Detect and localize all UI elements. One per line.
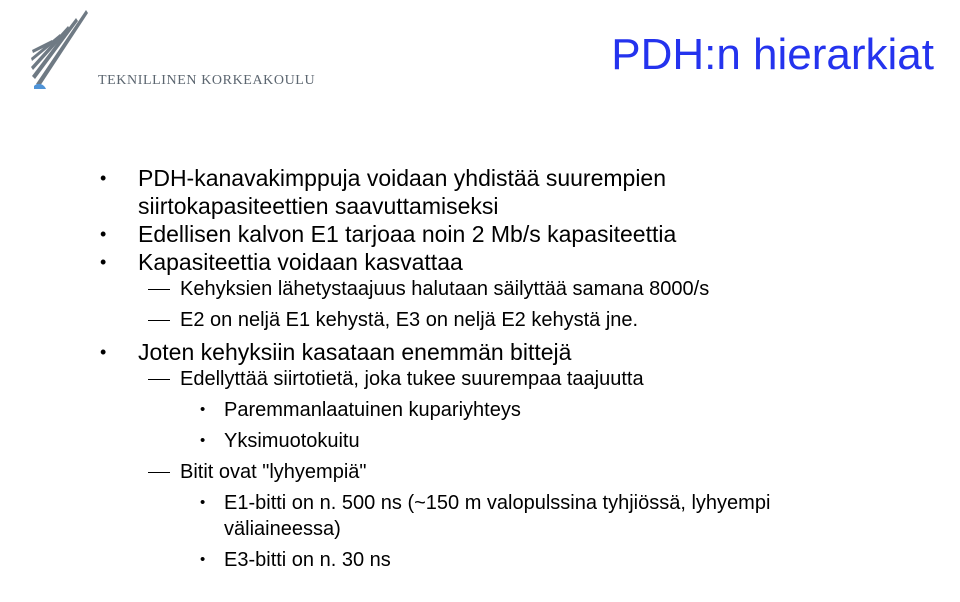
bullet-item-level-2: [180, 459, 367, 486]
dash-icon: [148, 472, 170, 473]
small-bullet-icon: •: [200, 432, 206, 449]
bullet-item-level-3: [224, 547, 391, 573]
bullet-text: Yksimuotokuitu: [224, 430, 360, 452]
bullet-item-level-1: [138, 220, 676, 248]
bullet-item-level-3: [224, 397, 521, 423]
bullet-text: E1-bitti on n. 500 ns (~150 m valopulssina tyhjiössä, lyhyempi: [224, 492, 771, 514]
small-bullet-icon: •: [200, 401, 206, 418]
bullet-text: Edellyttää siirtotietä, joka tukee suurempaa taajuutta: [180, 368, 644, 390]
bullet-item-level-3: [224, 490, 770, 542]
dash-icon: [148, 379, 170, 380]
bullet-dot-icon: •: [100, 252, 107, 272]
bullet-text: siirtokapasiteettien saavuttamiseksi: [138, 193, 499, 219]
bullet-text: E3-bitti on n. 30 ns: [224, 549, 391, 571]
bullet-text: E2 on neljä E1 kehystä, E3 on neljä E2 kehystä jne.: [180, 309, 639, 331]
bullet-text: Kehyksien lähetystaajuus halutaan säilyttää samana 8000/s: [180, 278, 710, 300]
small-bullet-icon: •: [200, 494, 206, 511]
bullet-text: Joten kehyksiin kasataan enemmän bittejä: [138, 339, 572, 365]
page-title: PDH:n hierarkiat: [611, 30, 934, 79]
dash-icon: [148, 289, 170, 290]
bullet-item-level-2: [180, 276, 709, 303]
bullet-item-level-3: [224, 428, 360, 454]
dash-icon: [148, 320, 170, 321]
bullet-dot-icon: •: [100, 168, 107, 188]
small-bullet-icon: •: [200, 551, 206, 568]
bullet-text: Bitit ovat "lyhyempiä": [180, 461, 367, 483]
tkk-logo-icon: [28, 6, 98, 90]
bullet-dot-icon: •: [100, 342, 107, 362]
org-name: TEKNILLINEN KORKEAKOULU: [98, 73, 316, 88]
bullet-text: Kapasiteettia voidaan kasvattaa: [138, 249, 463, 275]
bullet-dot-icon: •: [100, 224, 107, 244]
bullet-item-level-1: [138, 338, 571, 366]
bullet-text: väliaineessa): [224, 518, 341, 540]
bullet-item-level-1: [138, 164, 666, 220]
bullet-item-level-2: [180, 307, 638, 334]
bullet-item-level-1: [138, 248, 463, 276]
bullet-text: PDH-kanavakimppuja voidaan yhdistää suurempien: [138, 165, 667, 191]
bullet-item-level-2: [180, 366, 644, 393]
bullet-text: Paremmanlaatuinen kupariyhteys: [224, 399, 521, 421]
bullet-text: Edellisen kalvon E1 tarjoaa noin 2 Mb/s kapasiteettia: [138, 221, 677, 247]
